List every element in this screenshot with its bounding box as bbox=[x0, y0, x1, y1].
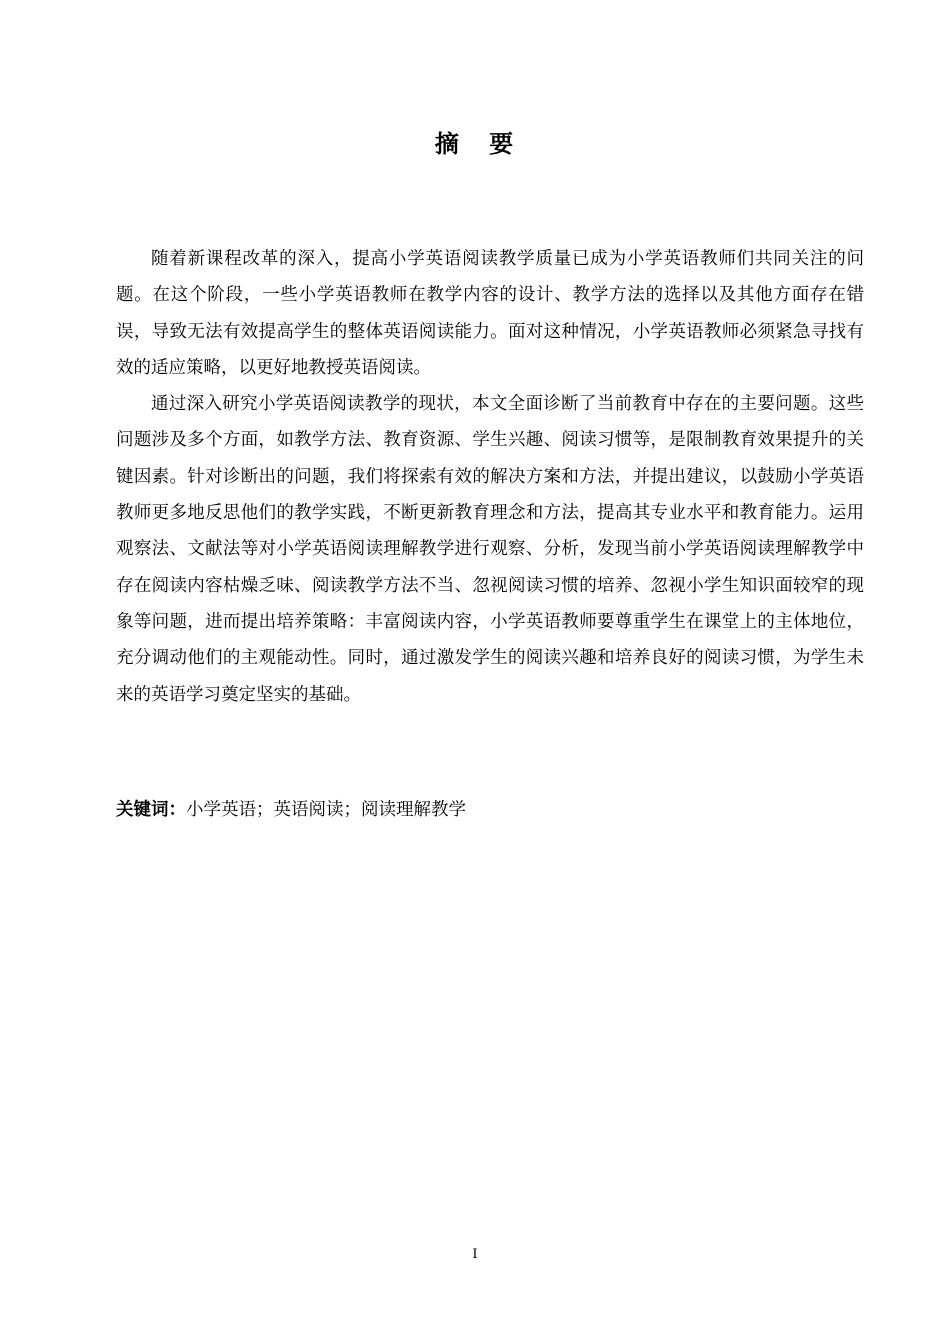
keywords-value: 小学英语；英语阅读；阅读理解教学 bbox=[186, 800, 466, 820]
abstract-paragraph-1: 随着新课程改革的深入，提高小学英语阅读教学质量已成为小学英语教师们共同关注的问题。在这个阶段，一些小学英语教师在教学内容的设计、教学方法的选择以及其他方面存在错误，导致无法有效提高学生的整体英语阅读能力。面对这种情况，小学英语教师必须紧急寻找有效的适应策略，以更好地教授英语阅读。 bbox=[116, 249, 864, 378]
abstract-title: 摘 要 bbox=[434, 130, 516, 158]
abstract-body bbox=[116, 241, 864, 713]
page-number: I bbox=[472, 1247, 478, 1262]
keywords-line bbox=[116, 796, 864, 824]
abstract-paragraph-2: 通过深入研究小学英语阅读教学的现状，本文全面诊断了当前教育中存在的主要问题。这些问题涉及多个方面，如教学方法、教育资源、学生兴趣、阅读习惯等，是限制教育效果提升的关键因素。针对诊断出的问题，我们将探索有效的解决方案和方法，并提出建议，以鼓励小学英语教师更多地反思他们的教学实践，不断更新教育理念和方法，提高其专业水平和教育能力。运用观察法、文献法等对小学英语阅读理解教学进行观察、分析，发现当前小学英语阅读理解教学中存在阅读内容枯燥乏味、阅读教学方法不当、忽视阅读习惯的培养、忽视小学生知识面较窄的现象等问题，进而提出培养策略：丰富阅读内容，小学英语教师要尊重学生在课堂上的主体地位，充分调动他们的主观能动性。同时，通过激发学生的阅读兴趣和培养良好的阅读习惯，为学生未来的英语学习奠定坚实的基础。 bbox=[116, 394, 864, 705]
keywords-label: 关键词： bbox=[116, 800, 186, 820]
